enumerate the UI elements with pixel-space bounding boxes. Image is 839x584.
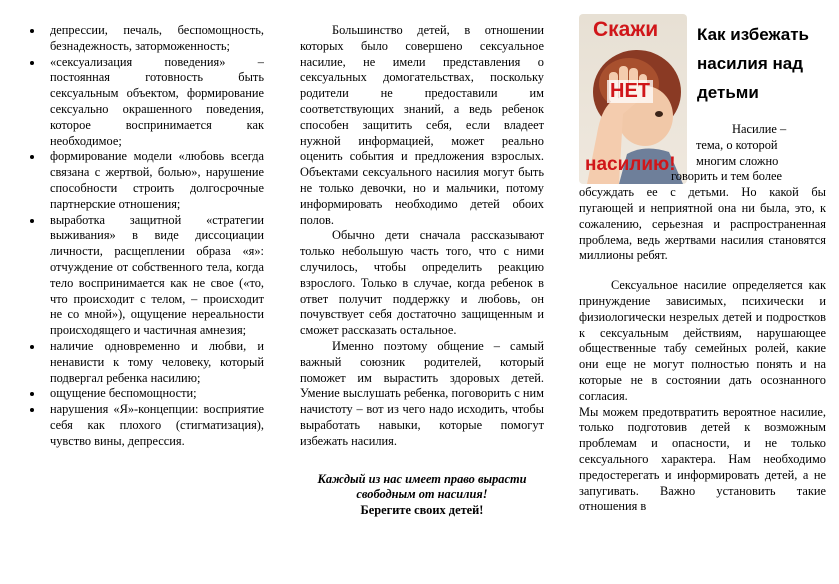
paragraph: Обычно дети сначала рассказывают только небольшую часть того, что с ними случилось, чтобы определить реакцию взрослого. Только в случае, когда ребенок в ответ получит поддержку и любовь, он почувствует себя достаточно защищенным и сможет рассказать остальное.	[300, 228, 544, 338]
paragraph: Именно поэтому общение – самый важный союзник родителей, который поможет им вырастить здоровых детей. Умение выслушать ребенка, поговорить с ним начистоту – вот из чего надо исходить, чтобы выработать навыки, которые помогут избежать насилия.	[300, 338, 544, 448]
list-item: депрессии, печаль, беспомощность, безнадежность, заторможенность;	[28, 23, 264, 55]
poster-word-say: Скажи	[593, 18, 659, 41]
intro-text	[579, 122, 826, 515]
intro-line: Насилие –	[732, 122, 787, 136]
intro-line: многим сложно	[696, 153, 779, 168]
list-item: нарушения «Я»-концепции: восприятие себя как плохого (стигматизация), чувство вины, депрессия.	[28, 402, 264, 449]
list-item: ощущение беспомощности;	[28, 386, 264, 402]
poster-word-no: НЕТ	[607, 80, 653, 103]
column-middle	[300, 0, 544, 584]
intro-line: тема, о которой	[696, 137, 778, 152]
poster-word-violence: насилию!	[585, 154, 676, 175]
closing-line: свободным от насилия!	[356, 487, 488, 502]
list-item: «сексуализация поведения» – постоянная готовность быть сексуальным объектом, формирование сексуально окрашенного поведения, которое воспринимается как необходимое;	[28, 55, 264, 150]
list-item: наличие одновременно и любви, и ненависти к тому человеку, который подвергал ребенка насилию;	[28, 339, 264, 386]
title-line: насилия над	[697, 54, 804, 73]
paragraph: Большинство детей, в отношении которых было совершено сексуальное насилие, не имели представления о сексуальных домогательствах, поскольку родители не предоставили им соответствующих знаний, а ведь ребенок способен защитить себя, если владеет нужной информацией, может реально оценить события и предложения взрослых. Объектами сексуального насилия могут быть не только девочки, но и мальчики, потому информировать необходимо детей обоих полов.	[300, 23, 544, 227]
consequences-list	[28, 23, 264, 450]
paragraph: Мы можем предотвратить вероятное насилие, только подготовив детей к возможным проблемам и опасности, и не только сексуального характера. Нам необходимо предостерегать и информировать детей, а не запугивать. Важно установить такие отношения в	[579, 404, 826, 514]
title-line: Как избежать	[697, 25, 809, 44]
title-line: детьми	[697, 83, 759, 102]
list-item: формирование модели «любовь всегда связана с жертвой, болью», нарушение способности строить долгосрочные партнерские отношения;	[28, 149, 264, 212]
closing-appeal	[300, 472, 544, 519]
column-right	[579, 0, 826, 584]
intro-line: говорить и тем более	[671, 169, 783, 184]
closing-line: Каждый из нас имеет право вырасти	[317, 471, 527, 486]
paragraph: Сексуальное насилие определяется как принуждение зависимых, психически и физиологически незрелых детей и подростков к сексуальным действиям, нарушающее общественные табу семейных ролей, какие они еще не могут полностью понять и на которые не в состоянии дать осознанного согласия.	[579, 278, 826, 403]
brochure-title	[697, 20, 826, 107]
column-left	[28, 0, 264, 584]
closing-line: Берегите своих детей!	[360, 503, 484, 518]
list-item: выработка защитной «стратегии выживания» в виде диссоциации личности, расщеплении образа «я»: отчуждение от собственного тела, когда тело воспринимается как не свое («то, что происходит с телом, – происходит не со мной»), ощущение нереальности происходящего и частичная амнезия;	[28, 213, 264, 339]
intro-continuation: обсуждать ее с детьми. Но какой бы пугающей и неприятной она ни была, это, к сожалению, серьезная и распространенная проблема, ведь жертвами насилия становятся миллионы ребят.	[579, 185, 826, 263]
